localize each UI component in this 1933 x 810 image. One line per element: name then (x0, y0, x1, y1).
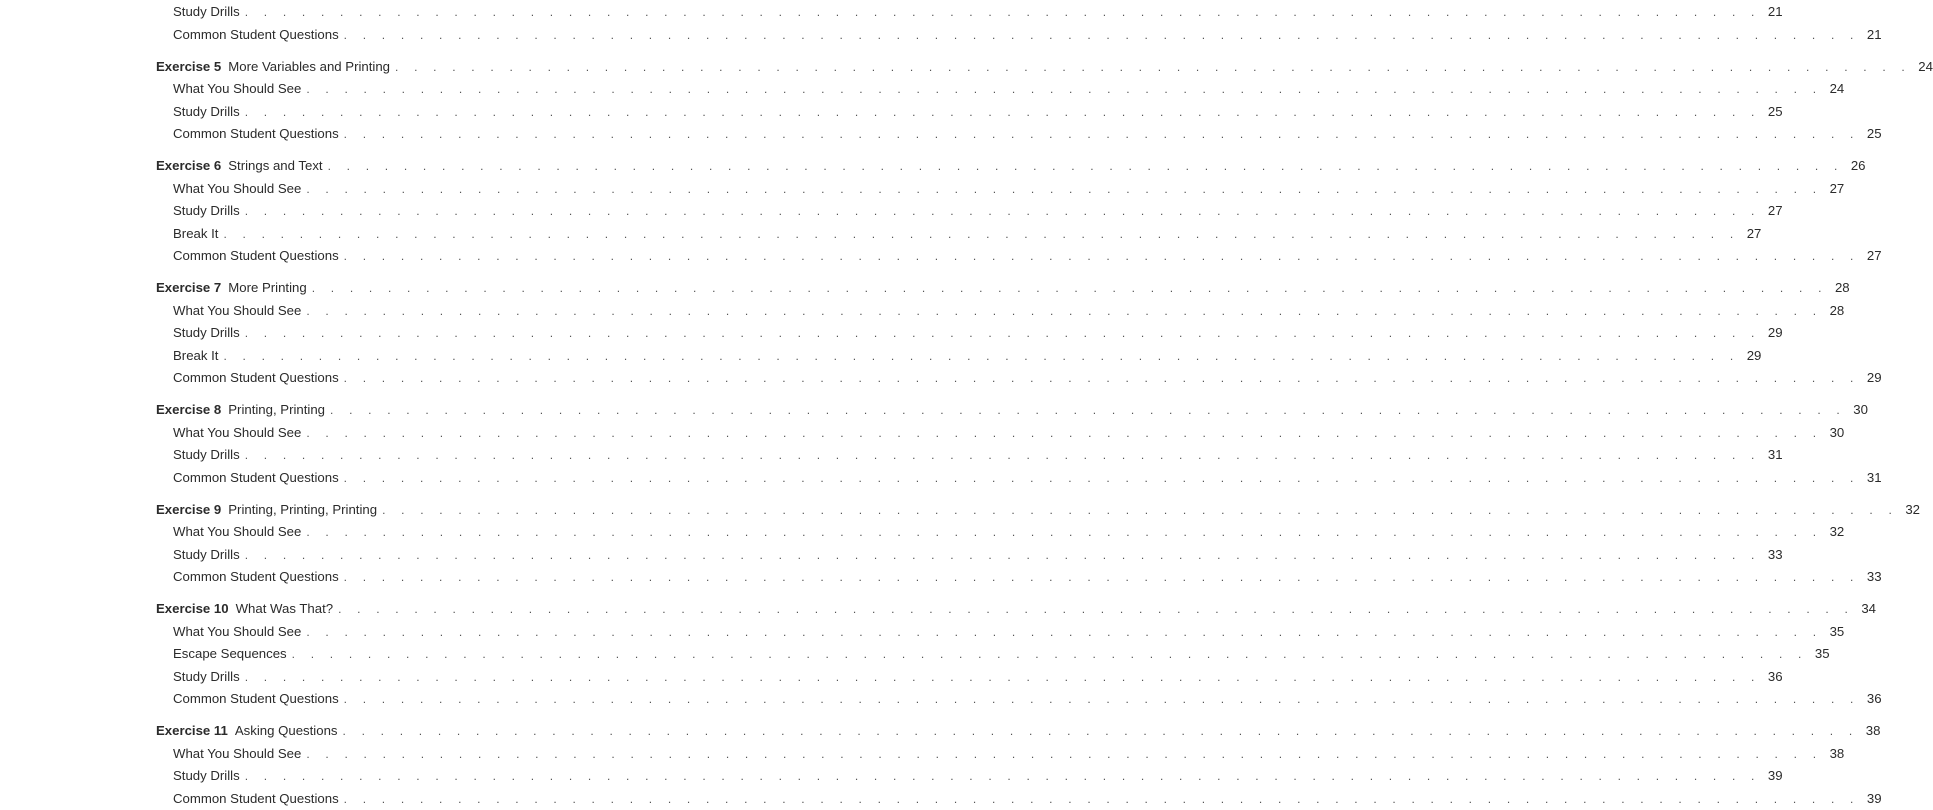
exercise-number: Exercise 11 (156, 720, 228, 743)
dot-leader: . . . . . . . . . . . . . . . . . . . . . . . . . . . . . . . . . . . . . . . . . . . . . . . . . . . . . . . . . . . . . . . . . . . . . . . . . . . . . . . . (338, 598, 1854, 621)
exercise-number: Exercise 8 (156, 399, 221, 422)
page-number: 29 (1765, 322, 1783, 345)
dot-leader: . . . . . . . . . . . . . . . . . . . . . . . . . . . . . . . . . . . . . . . . . . . . . . . . . . . . . . . . . . . . . . . . . . . . . . . . . . . . . . . . (223, 345, 1739, 368)
dot-leader: . . . . . . . . . . . . . . . . . . . . . . . . . . . . . . . . . . . . . . . . . . . . . . . . . . . . . . . . . . . . . . . . . . . . . . . . . . . . . . . . (344, 566, 1860, 589)
page-number: 24 (1915, 56, 1933, 79)
dot-leader: . . . . . . . . . . . . . . . . . . . . . . . . . . . . . . . . . . . . . . . . . . . . . . . . . . . . . . . . . . . . . . . . . . . . . . . . . . . . . . . . (306, 300, 1822, 323)
section-title: What You Should See (173, 743, 301, 766)
exercise-title: Asking Questions (235, 720, 338, 743)
exercise-title: Strings and Text (228, 155, 322, 178)
dot-leader: . . . . . . . . . . . . . . . . . . . . . . . . . . . . . . . . . . . . . . . . . . . . . . . . . . . . . . . . . . . . . . . . . . . . . . . . . . . . . . . . (245, 1, 1761, 24)
dot-leader: . . . . . . . . . . . . . . . . . . . . . . . . . . . . . . . . . . . . . . . . . . . . . . . . . . . . . . . . . . . . . . . . . . . . . . . . . . . . . . . . (245, 444, 1761, 467)
section-title: Common Student Questions (173, 688, 339, 711)
page-number: 21 (1864, 24, 1882, 47)
dot-leader: . . . . . . . . . . . . . . . . . . . . . . . . . . . . . . . . . . . . . . . . . . . . . . . . . . . . . . . . . . . . . . . . . . . . . . . . . . . . . . . . (395, 56, 1911, 79)
section-title: Common Student Questions (173, 123, 339, 146)
page-number: 33 (1765, 544, 1783, 567)
toc-section-entry[interactable] (156, 467, 644, 490)
page-number: 30 (1850, 399, 1868, 422)
exercise-number: Exercise 10 (156, 598, 229, 621)
toc-section-entry[interactable] (156, 223, 644, 246)
section-title: Study Drills (173, 200, 240, 223)
toc-exercise-entry[interactable] (156, 277, 644, 300)
dot-leader: . . . . . . . . . . . . . . . . . . . . . . . . . . . . . . . . . . . . . . . . . . . . . . . . . . . . . . . . . . . . . . . . . . . . . . . . . . . . . . . . (245, 101, 1761, 124)
dot-leader: . . . . . . . . . . . . . . . . . . . . . . . . . . . . . . . . . . . . . . . . . . . . . . . . . . . . . . . . . . . . . . . . . . . . . . . . . . . . . . . . (292, 643, 1808, 666)
toc-section-entry[interactable] (156, 666, 644, 689)
toc-section-entry[interactable] (156, 78, 644, 101)
dot-leader: . . . . . . . . . . . . . . . . . . . . . . . . . . . . . . . . . . . . . . . . . . . . . . . . . . . . . . . . . . . . . . . . . . . . . . . . . . . . . . . . (245, 666, 1761, 689)
dot-leader: . . . . . . . . . . . . . . . . . . . . . . . . . . . . . . . . . . . . . . . . . . . . . . . . . . . . . . . . . . . . . . . . . . . . . . . . . . . . . . . . (306, 621, 1822, 644)
page-number: 29 (1864, 367, 1882, 390)
toc-section-entry[interactable] (156, 444, 644, 467)
exercise-title: What Was That? (236, 598, 333, 621)
dot-leader: . . . . . . . . . . . . . . . . . . . . . . . . . . . . . . . . . . . . . . . . . . . . . . . . . . . . . . . . . . . . . . . . . . . . . . . . . . . . . . . . (306, 743, 1822, 766)
toc-section-entry[interactable] (156, 743, 644, 766)
dot-leader: . . . . . . . . . . . . . . . . . . . . . . . . . . . . . . . . . . . . . . . . . . . . . . . . . . . . . . . . . . . . . . . . . . . . . . . . . . . . . . . . (344, 688, 1860, 711)
section-title: Common Student Questions (173, 788, 339, 810)
page-number: 25 (1864, 123, 1882, 146)
dot-leader: . . . . . . . . . . . . . . . . . . . . . . . . . . . . . . . . . . . . . . . . . . . . . . . . . . . . . . . . . . . . . . . . . . . . . . . . . . . . . . . . (344, 367, 1860, 390)
dot-leader: . . . . . . . . . . . . . . . . . . . . . . . . . . . . . . . . . . . . . . . . . . . . . . . . . . . . . . . . . . . . . . . . . . . . . . . . . . . . . . . . (306, 178, 1822, 201)
section-title: Break It (173, 345, 218, 368)
exercise-title: More Variables and Printing (228, 56, 390, 79)
exercise-title: More Printing (228, 277, 306, 300)
toc-exercise-entry[interactable] (156, 720, 644, 743)
page-number: 28 (1826, 300, 1844, 323)
toc-section-entry[interactable] (156, 566, 644, 589)
dot-leader: . . . . . . . . . . . . . . . . . . . . . . . . . . . . . . . . . . . . . . . . . . . . . . . . . . . . . . . . . . . . . . . . . . . . . . . . . . . . . . . . (245, 544, 1761, 567)
section-title: Break It (173, 223, 218, 246)
page-number: 38 (1862, 720, 1880, 743)
section-title: Study Drills (173, 444, 240, 467)
page-number: 34 (1858, 598, 1876, 621)
dot-leader: . . . . . . . . . . . . . . . . . . . . . . . . . . . . . . . . . . . . . . . . . . . . . . . . . . . . . . . . . . . . . . . . . . . . . . . . . . . . . . . . (245, 765, 1761, 788)
page-number: 32 (1902, 499, 1920, 522)
exercise-title: Printing, Printing, Printing (228, 499, 377, 522)
page-number: 24 (1826, 78, 1844, 101)
section-title: What You Should See (173, 78, 301, 101)
dot-leader: . . . . . . . . . . . . . . . . . . . . . . . . . . . . . . . . . . . . . . . . . . . . . . . . . . . . . . . . . . . . . . . . . . . . . . . . . . . . . . . . (344, 245, 1860, 268)
section-title: Escape Sequences (173, 643, 287, 666)
toc-section-entry[interactable] (156, 200, 644, 223)
page-number: 21 (1765, 1, 1783, 24)
dot-leader: . . . . . . . . . . . . . . . . . . . . . . . . . . . . . . . . . . . . . . . . . . . . . . . . . . . . . . . . . . . . . . . . . . . . . . . . . . . . . . . . (245, 322, 1761, 345)
toc-section-entry[interactable] (156, 688, 644, 711)
section-title: Common Student Questions (173, 467, 339, 490)
page-number: 27 (1743, 223, 1761, 246)
section-title: What You Should See (173, 178, 301, 201)
dot-leader: . . . . . . . . . . . . . . . . . . . . . . . . . . . . . . . . . . . . . . . . . . . . . . . . . . . . . . . . . . . . . . . . . . . . . . . . . . . . . . . . (223, 223, 1739, 246)
dot-leader: . . . . . . . . . . . . . . . . . . . . . . . . . . . . . . . . . . . . . . . . . . . . . . . . . . . . . . . . . . . . . . . . . . . . . . . . . . . . . . . . (344, 788, 1860, 810)
toc-exercise-entry[interactable] (156, 399, 644, 422)
page-number: 31 (1765, 444, 1783, 467)
page-number: 29 (1743, 345, 1761, 368)
toc-section-entry[interactable] (156, 123, 644, 146)
section-title: What You Should See (173, 422, 301, 445)
dot-leader: . . . . . . . . . . . . . . . . . . . . . . . . . . . . . . . . . . . . . . . . . . . . . . . . . . . . . . . . . . . . . . . . . . . . . . . . . . . . . . . . (344, 123, 1860, 146)
toc-section-entry[interactable] (156, 101, 644, 124)
toc-section-entry[interactable] (156, 300, 644, 323)
page-number: 36 (1864, 688, 1882, 711)
toc-exercise-entry[interactable] (156, 56, 644, 79)
toc-section-entry[interactable] (156, 521, 644, 544)
dot-leader: . . . . . . . . . . . . . . . . . . . . . . . . . . . . . . . . . . . . . . . . . . . . . . . . . . . . . . . . . . . . . . . . . . . . . . . . . . . . . . . . (382, 499, 1898, 522)
page-number: 32 (1826, 521, 1844, 544)
exercise-number: Exercise 7 (156, 277, 221, 300)
page-number: 26 (1848, 155, 1866, 178)
page-number: 27 (1765, 200, 1783, 223)
page-number: 35 (1826, 621, 1844, 644)
dot-leader: . . . . . . . . . . . . . . . . . . . . . . . . . . . . . . . . . . . . . . . . . . . . . . . . . . . . . . . . . . . . . . . . . . . . . . . . . . . . . . . . (344, 467, 1860, 490)
section-title: What You Should See (173, 300, 301, 323)
section-title: Study Drills (173, 322, 240, 345)
exercise-number: Exercise 5 (156, 56, 221, 79)
section-title: Study Drills (173, 765, 240, 788)
toc-section-entry[interactable] (156, 422, 644, 445)
table-of-contents (156, 1, 644, 810)
page-number: 27 (1864, 245, 1882, 268)
toc-section-entry[interactable] (156, 367, 644, 390)
dot-leader: . . . . . . . . . . . . . . . . . . . . . . . . . . . . . . . . . . . . . . . . . . . . . . . . . . . . . . . . . . . . . . . . . . . . . . . . . . . . . . . . (306, 422, 1822, 445)
page-number: 39 (1765, 765, 1783, 788)
toc-exercise-entry[interactable] (156, 499, 644, 522)
toc-section-entry[interactable] (156, 178, 644, 201)
toc-section-entry[interactable] (156, 788, 644, 810)
toc-section-entry[interactable] (156, 345, 644, 368)
page-number: 30 (1826, 422, 1844, 445)
page-number: 33 (1864, 566, 1882, 589)
page-number: 38 (1826, 743, 1844, 766)
section-title: Study Drills (173, 101, 240, 124)
section-title: Common Student Questions (173, 566, 339, 589)
toc-section-entry[interactable] (156, 24, 644, 47)
toc-section-entry[interactable] (156, 621, 644, 644)
dot-leader: . . . . . . . . . . . . . . . . . . . . . . . . . . . . . . . . . . . . . . . . . . . . . . . . . . . . . . . . . . . . . . . . . . . . . . . . . . . . . . . . (343, 720, 1859, 743)
dot-leader: . . . . . . . . . . . . . . . . . . . . . . . . . . . . . . . . . . . . . . . . . . . . . . . . . . . . . . . . . . . . . . . . . . . . . . . . . . . . . . . . (330, 399, 1846, 422)
toc-section-entry[interactable] (156, 245, 644, 268)
page-number: 27 (1826, 178, 1844, 201)
section-title: What You Should See (173, 621, 301, 644)
section-title: What You Should See (173, 521, 301, 544)
dot-leader: . . . . . . . . . . . . . . . . . . . . . . . . . . . . . . . . . . . . . . . . . . . . . . . . . . . . . . . . . . . . . . . . . . . . . . . . . . . . . . . . (306, 78, 1822, 101)
section-title: Study Drills (173, 666, 240, 689)
page-number: 35 (1812, 643, 1830, 666)
page-number: 28 (1832, 277, 1850, 300)
toc-section-entry[interactable] (156, 322, 644, 345)
toc-section-entry[interactable] (156, 1, 644, 24)
section-title: Common Student Questions (173, 24, 339, 47)
dot-leader: . . . . . . . . . . . . . . . . . . . . . . . . . . . . . . . . . . . . . . . . . . . . . . . . . . . . . . . . . . . . . . . . . . . . . . . . . . . . . . . . (245, 200, 1761, 223)
section-title: Study Drills (173, 544, 240, 567)
toc-section-entry[interactable] (156, 643, 644, 666)
toc-exercise-entry[interactable] (156, 598, 644, 621)
toc-section-entry[interactable] (156, 765, 644, 788)
dot-leader: . . . . . . . . . . . . . . . . . . . . . . . . . . . . . . . . . . . . . . . . . . . . . . . . . . . . . . . . . . . . . . . . . . . . . . . . . . . . . . . . (344, 24, 1860, 47)
page-number: 39 (1864, 788, 1882, 810)
page-number: 36 (1765, 666, 1783, 689)
section-title: Common Student Questions (173, 245, 339, 268)
section-title: Study Drills (173, 1, 240, 24)
toc-section-entry[interactable] (156, 544, 644, 567)
toc-exercise-entry[interactable] (156, 155, 644, 178)
section-title: Common Student Questions (173, 367, 339, 390)
dot-leader: . . . . . . . . . . . . . . . . . . . . . . . . . . . . . . . . . . . . . . . . . . . . . . . . . . . . . . . . . . . . . . . . . . . . . . . . . . . . . . . . (328, 155, 1844, 178)
exercise-title: Printing, Printing (228, 399, 325, 422)
exercise-number: Exercise 9 (156, 499, 221, 522)
dot-leader: . . . . . . . . . . . . . . . . . . . . . . . . . . . . . . . . . . . . . . . . . . . . . . . . . . . . . . . . . . . . . . . . . . . . . . . . . . . . . . . . (306, 521, 1822, 544)
exercise-number: Exercise 6 (156, 155, 221, 178)
page-number: 31 (1864, 467, 1882, 490)
page-number: 25 (1765, 101, 1783, 124)
dot-leader: . . . . . . . . . . . . . . . . . . . . . . . . . . . . . . . . . . . . . . . . . . . . . . . . . . . . . . . . . . . . . . . . . . . . . . . . . . . . . . . . (312, 277, 1828, 300)
